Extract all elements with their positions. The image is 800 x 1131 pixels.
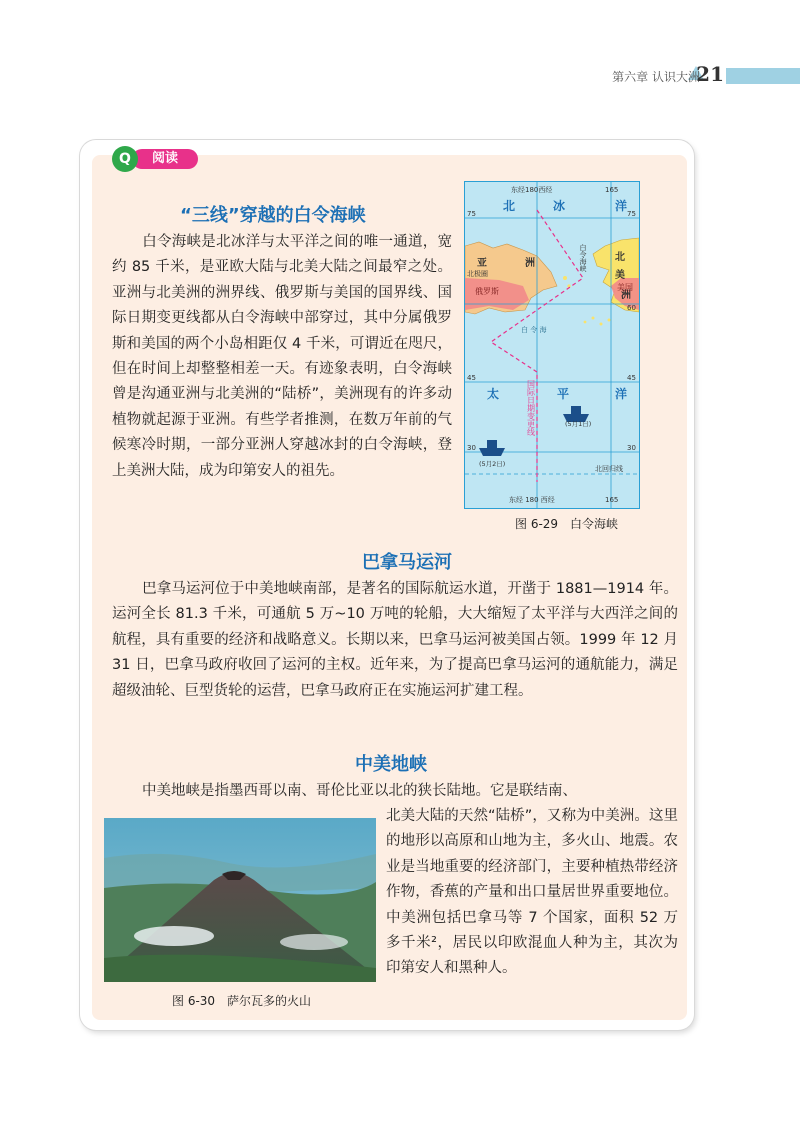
map-ocean-pacific-2: 平 bbox=[557, 387, 570, 401]
map-ship-west-label: (5月2日) bbox=[479, 460, 506, 468]
map-ocean-north-2: 冰 bbox=[553, 199, 566, 213]
map-asia-1: 亚 bbox=[477, 258, 487, 269]
photo-caption: 图 6-30 萨尔瓦多的火山 bbox=[172, 994, 312, 1008]
section-title-bering: “三线”穿越的白令海峡 bbox=[180, 205, 366, 226]
map-asia-2: 洲 bbox=[525, 258, 535, 269]
map-na-1: 北 bbox=[615, 252, 625, 263]
map-top-axis: 东经180西经 bbox=[511, 186, 553, 194]
section-text-isthmus-rest: 北美大陆的天然“陆桥”，又称为中美洲。这里的地形以高原和山地为主，多火山、地震。农业是当地重要的经济部门，主要种植热带经济作物，香蕉的产量和出口量居世界重要地位。中美洲包括巴拿马等 7 个国家，面积 52 万多千米²，居民以印欧混血人种为主，其次为印第安人和黑种人。 bbox=[386, 808, 678, 977]
reading-badge-icon: Q bbox=[112, 146, 138, 172]
map-ocean-north-1: 北 bbox=[503, 199, 516, 213]
map-tropic-label: 北回归线 bbox=[595, 465, 623, 473]
map-bottom-axis: 东经 180 西经 bbox=[509, 496, 555, 504]
map-lat-45-left: 45 bbox=[467, 374, 476, 382]
section-title-isthmus: 中美地峡 bbox=[355, 754, 427, 775]
map-ship-east-label: (5月1日) bbox=[565, 420, 592, 428]
map-lon-165-bottom: 165 bbox=[605, 496, 619, 504]
map-na-2: 美 bbox=[615, 270, 625, 281]
page-number: 21 bbox=[696, 62, 724, 86]
map-caption: 图 6-29 白令海峡 bbox=[515, 517, 619, 531]
section-title-panama: 巴拿马运河 bbox=[362, 552, 452, 573]
section-text-bering bbox=[112, 230, 452, 484]
map-lat-30-right: 30 bbox=[627, 444, 636, 452]
section-text-isthmus-line1-body: 中美地峡是指墨西哥以南、哥伦比亚以北的狭长陆地。它是联结南、 bbox=[142, 783, 577, 799]
map-na-3: 洲 bbox=[621, 290, 631, 301]
map-usa: 美国 bbox=[617, 283, 633, 292]
volcano-photo bbox=[104, 818, 376, 982]
map-ocean-pacific-3: 洋 bbox=[615, 387, 628, 401]
map-lat-75-right: 75 bbox=[627, 210, 636, 218]
map-date-line-label: 国际日期变更线 bbox=[526, 380, 536, 436]
map-strait-label: 白令海峡 bbox=[579, 244, 587, 272]
map-ocean-north-3: 洋 bbox=[615, 199, 628, 213]
section-text-panama bbox=[112, 577, 678, 704]
map-lat-45-right: 45 bbox=[627, 374, 636, 382]
chapter-title: 第六章 认识大洲 bbox=[612, 70, 700, 84]
reading-badge-label: 阅读 bbox=[132, 149, 198, 169]
section-text-panama-body: 巴拿马运河位于中美地峡南部，是著名的国际航运水道，开凿于 1881—1914 年。运河全长 81.3 千米，可通航 5 万~10 万吨的轮船，大大缩短了太平洋与大西洋之间的航程，具有重要的经济和战略意义。长期以来，巴拿马运河被美国占领。1999 年 12 月 31 日，巴拿马政府收回了运河的主权。近年来，为了提高巴拿马运河的通航能力，满足超级油轮、巨型货轮的运营，巴拿马政府正在实施运河扩建工程。 bbox=[112, 581, 678, 699]
section-text-isthmus-line1 bbox=[112, 779, 678, 804]
header-band bbox=[726, 68, 800, 84]
map-sea-label: 白 令 海 bbox=[521, 326, 547, 334]
map-ocean-pacific-1: 太 bbox=[487, 387, 500, 401]
map-arctic-circle: 北极圈 bbox=[467, 270, 488, 278]
section-text-bering-body: 白令海峡是北冰洋与太平洋之间的唯一通道，宽约 85 千米，是亚欧大陆与北美大陆之间最窄之处。亚洲与北美洲的洲界线、俄罗斯与美国的国界线、国际日期变更线都从白令海峡中部穿过，其中分属俄罗斯和美国的两个小岛相距仅 4 千米，可谓近在咫尺，但在时间上却整整相差一天。有迹象表明，白令海峡曾是沟通亚洲与北美洲的“陆桥”，美洲现有的许多动植物就起源于亚洲。有些学者推测，在数万年前的气候寒冷时期，一部分亚洲人穿越冰封的白令海峡，登上美洲大陆，成为印第安人的祖先。 bbox=[112, 234, 452, 479]
page-header bbox=[0, 62, 800, 92]
map-russia: 俄罗斯 bbox=[475, 287, 499, 296]
map-lat-30-left: 30 bbox=[467, 444, 476, 452]
map-lat-60-right: 60 bbox=[627, 304, 636, 312]
bering-strait-map bbox=[464, 181, 640, 509]
reading-badge bbox=[112, 146, 200, 170]
map-lat-75-left: 75 bbox=[467, 210, 476, 218]
map-lon-165-top: 165 bbox=[605, 186, 619, 194]
